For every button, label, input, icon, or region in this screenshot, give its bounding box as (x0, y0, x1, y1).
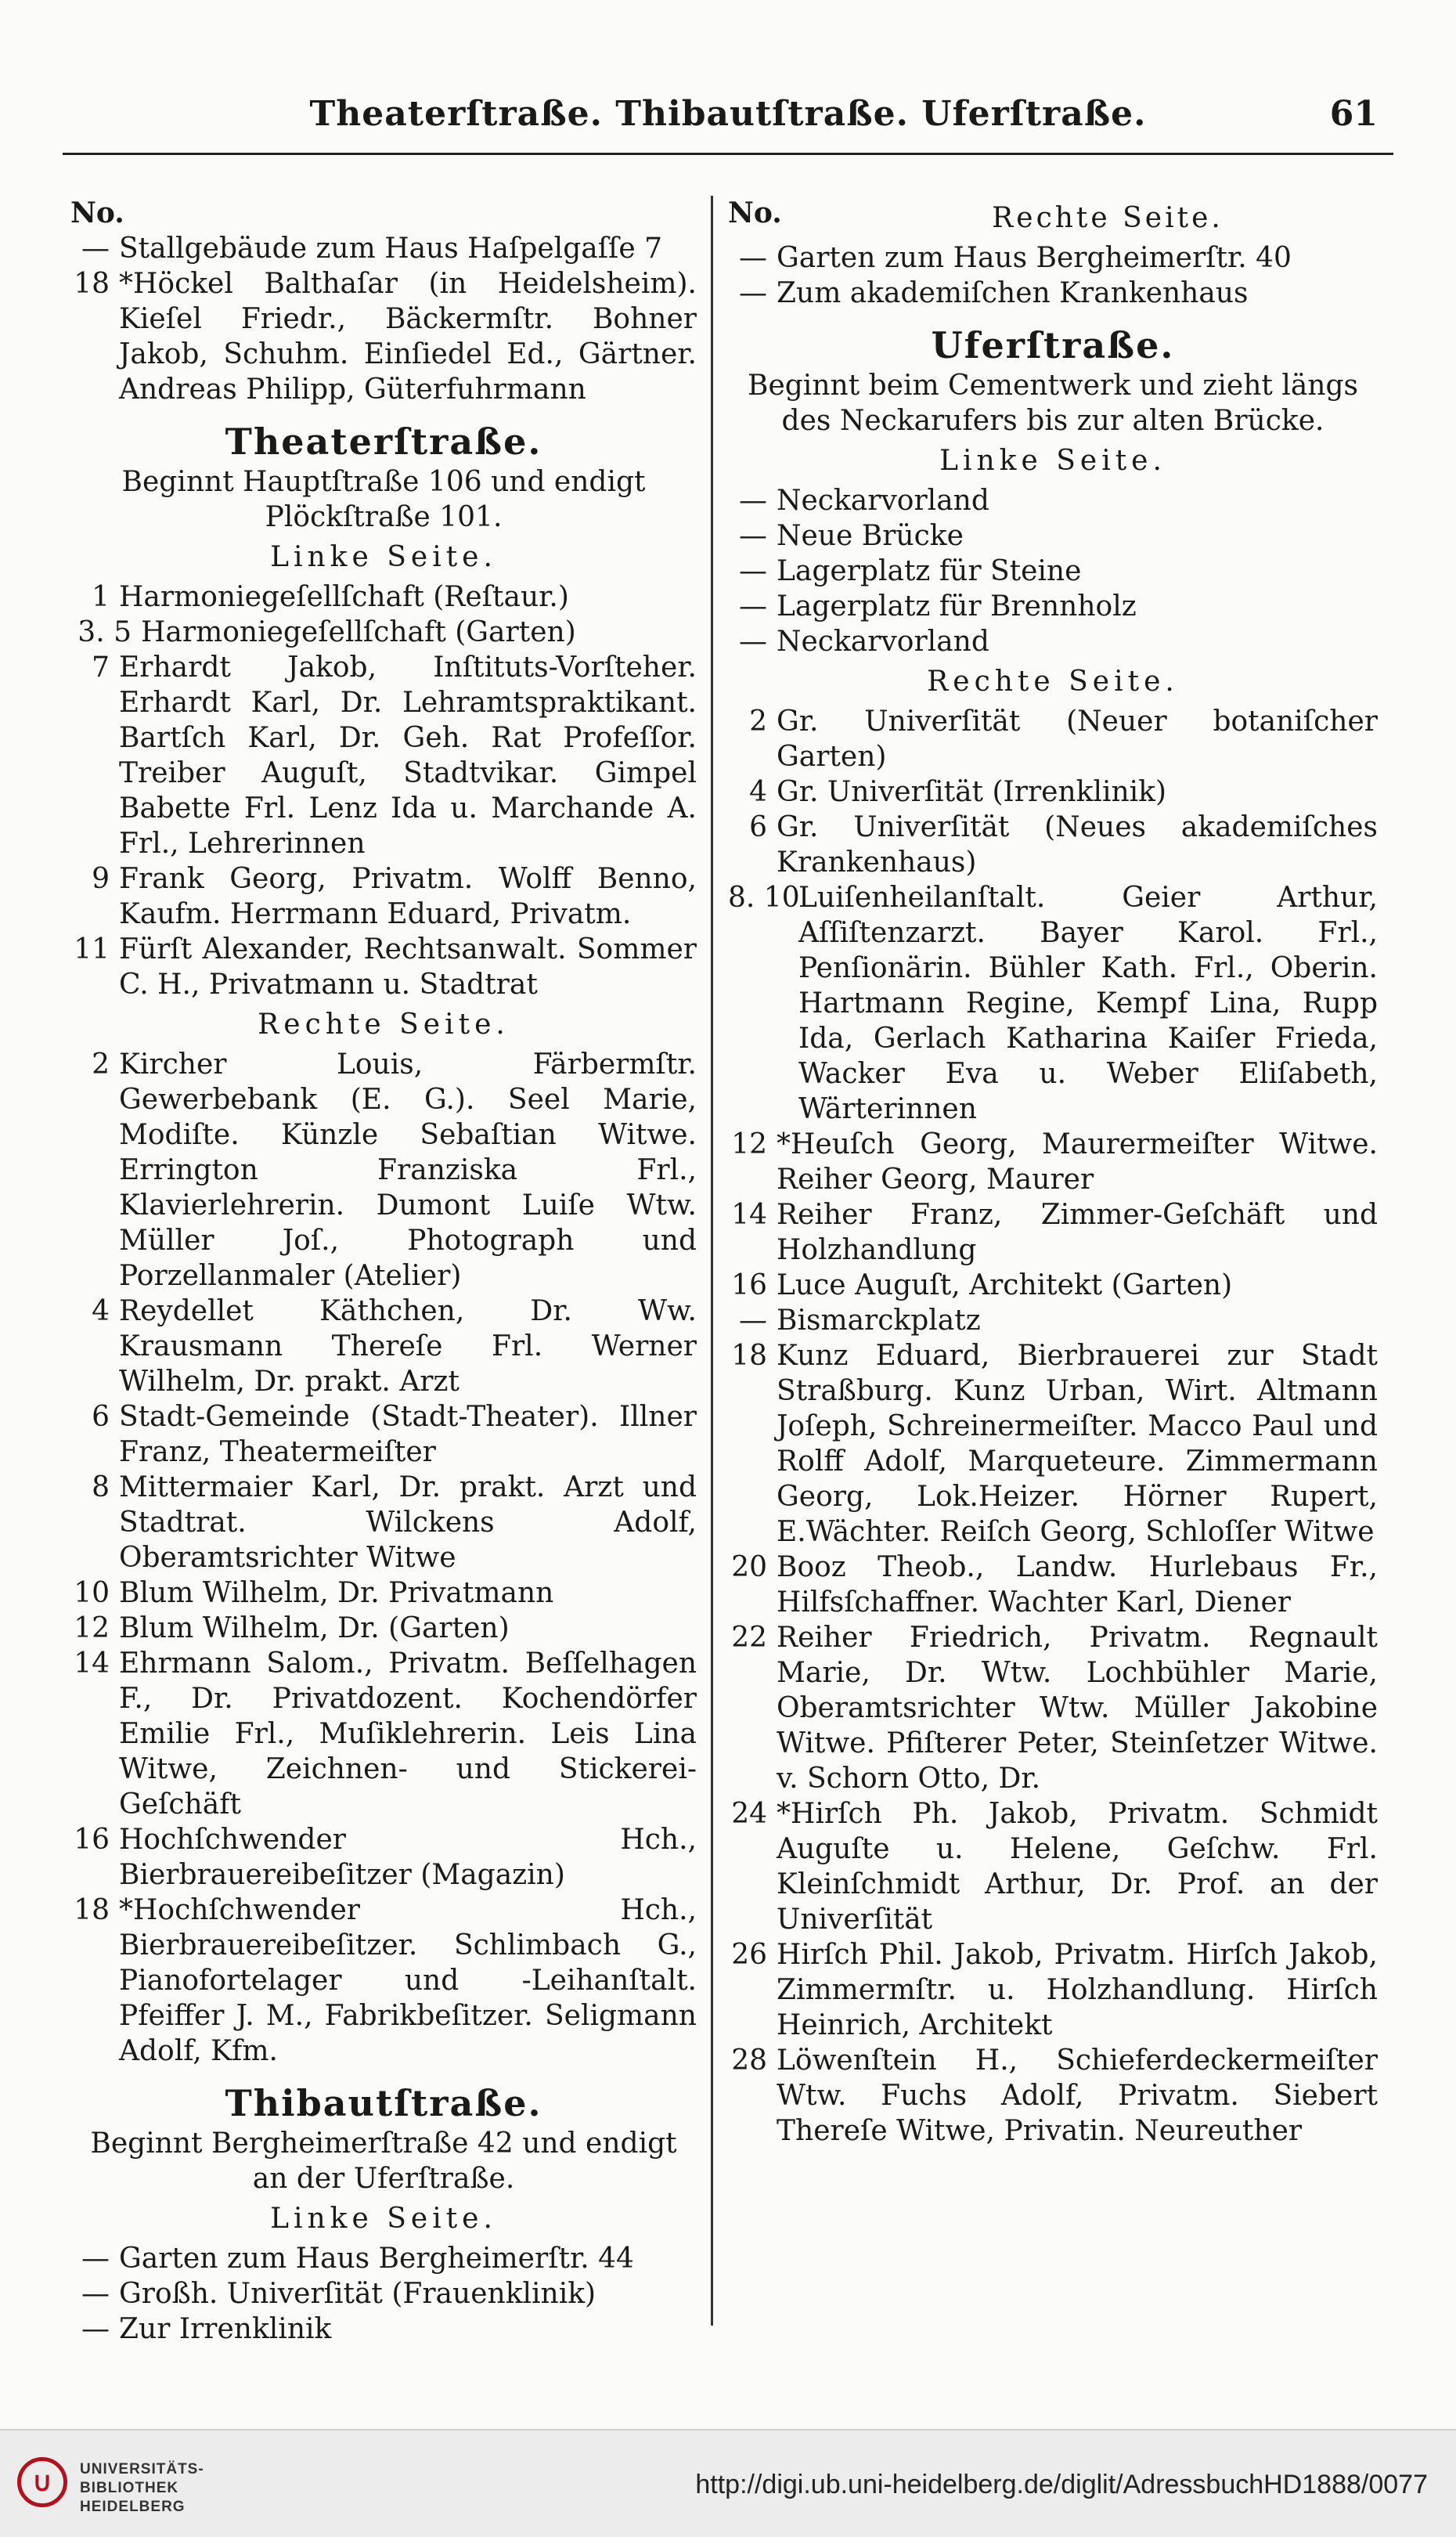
list-item (728, 1268, 1378, 1303)
entry-text: Fürſt Alexander, Rechtsanwalt. Sommer C. H., Privatmann u. Stadtrat (119, 933, 697, 1001)
side-heading-left: Linke Seite. (270, 541, 497, 573)
list-item (728, 240, 1378, 276)
list-item (70, 1399, 697, 1470)
entry-list (70, 231, 697, 407)
house-number: 14 (74, 1647, 110, 1680)
house-number: — (739, 1305, 767, 1337)
street-description: Beginnt Hauptſtraße 106 und endigt Plöckſtraße 101. (121, 466, 646, 533)
house-number: — (739, 485, 767, 517)
entry-text: Hirſch Phil. Jakob, Privatm. Hirſch Jakob, Zimmermſtr. u. Holzhandlung. Hirſch Heinrich, Architekt (777, 1939, 1378, 2041)
entry-text: Hochſchwender Hch., Bierbrauereibeſitzer (Magazin) (119, 1824, 697, 1891)
house-number: 12 (74, 1612, 110, 1644)
entry-text: Gr. Univerſität (Irrenklinik) (777, 776, 1167, 808)
entry-text: Blum Wilhelm, Dr. (Garten) (119, 1612, 510, 1644)
list-item (70, 2276, 697, 2311)
house-number: 26 (731, 1939, 767, 1971)
entry-list (728, 483, 1378, 659)
list-item (70, 1575, 697, 1611)
entry-text: Kunz Eduard, Bierbrauerei zur Stadt Straßburg. Kunz Urban, Wirt. Altmann Joſeph, Schreinermeiſter. Macco Paul und Rolff Adolf, Marqueteure. Zimmermann Georg, Lok.Heizer. Hörner Rupert, E.Wächter. Reiſch Georg, Schloſſer Witwe (777, 1340, 1378, 1548)
entry-text: Zum akademiſchen Krankenhaus (777, 277, 1249, 309)
list-item (70, 1646, 697, 1822)
house-number: 18 (731, 1340, 767, 1372)
library-name-line: UNIVERSITÄTS- (80, 2461, 204, 2477)
house-number: 8 (92, 1471, 110, 1503)
house-number: — (81, 2313, 110, 2345)
side-heading-left: Linke Seite. (939, 445, 1166, 477)
entry-text: Frank Georg, Privatm. Wolff Benno, Kaufm. Herrmann Eduard, Privatm. (119, 863, 697, 930)
entry-text: Erhardt Jakob, Inſtituts-Vorſteher. Erhardt Karl, Dr. Lehramtspraktikant. Bartſch Karl, Dr. Geh. Rat Profeſſor. Treiber Auguſt, Stadtvikar. Gimpel Babette Frl. Lenz Ida u. Marchande A. Frl., Lehrerinnen (119, 651, 697, 860)
street-description: Beginnt Bergheimerſtraße 42 und endigt an der Uferſtraße. (90, 2127, 677, 2195)
house-number: 11 (74, 933, 110, 965)
right-column-header (728, 196, 1378, 240)
permalink-url[interactable]: http://digi.ub.uni-heidelberg.de/diglit/AdressbuchHD1888/0077 (695, 2470, 1428, 2499)
entry-text: Garten zum Haus Bergheimerſtr. 44 (119, 2243, 634, 2275)
number-column-label: No. (70, 197, 124, 229)
entry-text: Reiher Franz, Zimmer-Geſchäft und Holzhandlung (777, 1199, 1378, 1266)
entry-text: Stallgebäude zum Haus Haſpelgaſſe 7 (119, 233, 663, 265)
list-item (70, 579, 697, 615)
entry-text: Gr. Univerſität (Neues akademiſches Krankenhaus) (777, 811, 1378, 879)
entry-text: Neckarvorland (777, 485, 989, 517)
house-number: — (739, 590, 767, 623)
list-item (728, 1620, 1378, 1796)
entry-text: Großh. Univerſität (Frauenklinik) (119, 2278, 596, 2310)
house-number: — (739, 242, 767, 274)
entry-text: Mittermaier Karl, Dr. prakt. Arzt und Stadtrat. Wilckens Adolf, Oberamtsrichter Witwe (119, 1471, 697, 1574)
entry-text: Lagerplatz für Brennholz (777, 590, 1137, 623)
list-item (728, 1197, 1378, 1268)
house-number: 24 (731, 1798, 767, 1830)
house-number: 22 (731, 1622, 767, 1654)
list-item (70, 932, 697, 1002)
house-number: 16 (74, 1824, 110, 1856)
page-number: 61 (1329, 94, 1378, 134)
entry-list (70, 579, 697, 1002)
house-number: 12 (731, 1128, 767, 1160)
list-item (70, 266, 697, 407)
entry-text: Neue Brücke (777, 520, 964, 552)
side-heading-right: Rechte Seite. (992, 202, 1224, 234)
house-number: 6 (92, 1401, 110, 1433)
house-number: 8. 10 (728, 882, 800, 914)
entry-list (728, 704, 1378, 2149)
list-item (728, 276, 1378, 311)
running-title: Theaterſtraße. Thibautſtraße. Uferſtraße. (309, 94, 1147, 134)
side-heading-left: Linke Seite. (270, 2203, 497, 2235)
house-number: — (81, 2243, 110, 2275)
house-number: 20 (731, 1551, 767, 1583)
entry-text: Neckarvorland (777, 626, 989, 658)
list-item (70, 1047, 697, 1294)
house-number: 14 (731, 1199, 767, 1231)
house-number: 9 (92, 863, 110, 895)
entry-text: Zur Irrenklinik (119, 2313, 332, 2345)
entry-list (728, 240, 1378, 311)
entry-text: Ehrmann Salom., Privatm. Beſſelhagen F., Dr. Privatdozent. Kochendörfer Emilie Frl., Muſiklehrerin. Leis Lina Witwe, Zeichnen- und Stickerei-Geſchäft (119, 1647, 697, 1821)
entry-text: Stadt-Gemeinde (Stadt-Theater). Illner Franz, Theatermeiſter (119, 1401, 697, 1468)
list-item (728, 1303, 1378, 1338)
list-item (728, 624, 1378, 659)
entry-text: Harmoniegeſellſchaft (Reſtaur.) (119, 581, 569, 613)
entry-text: Löwenſtein H., Schieferdeckermeiſter Wtw. Fuchs Adolf, Privatm. Siebert Thereſe Witwe, Privatin. Neureuther (777, 2044, 1378, 2147)
list-item (70, 1294, 697, 1399)
house-number: — (739, 277, 767, 309)
street-title-thibautstrasse: Thibautſtraße. (225, 2082, 542, 2124)
list-item (728, 1127, 1378, 1197)
list-item (70, 615, 697, 650)
house-number: — (81, 2278, 110, 2310)
library-name-line: BIBLIOTHEK (80, 2480, 179, 2496)
list-item (728, 1550, 1378, 1620)
street-title-uferstrasse: Uferſtraße. (931, 324, 1175, 366)
entry-text: Booz Theob., Landw. Hurlebaus Fr., Hilfsſchaffner. Wachter Karl, Diener (777, 1551, 1378, 1619)
library-name-line: HEIDELBERG (80, 2499, 186, 2515)
entry-text: Gr. Univerſität (Neuer botaniſcher Garten) (777, 706, 1378, 773)
list-item (728, 554, 1378, 589)
entry-list (70, 1047, 697, 2069)
list-item (728, 518, 1378, 554)
list-item (70, 650, 697, 861)
list-item (728, 2043, 1378, 2149)
entry-text: Luce Auguſt, Architekt (Garten) (777, 1269, 1233, 1301)
house-number: 1 (92, 581, 110, 613)
list-item (70, 1611, 697, 1646)
house-number: 4 (749, 776, 767, 808)
side-heading-right: Rechte Seite. (258, 1009, 510, 1041)
ub-heidelberg-logo-icon: ∪ (17, 2457, 67, 2507)
entry-text: Harmoniegeſellſchaft (Garten) (141, 616, 576, 648)
library-footer (0, 2429, 1456, 2537)
house-number: — (81, 233, 110, 265)
house-number: — (739, 520, 767, 552)
entry-text: *Hochſchwender Hch., Bierbrauereibeſitzer. Schlimbach G., Pianofortelager und -Leihanſtalt. Pfeiffer J. M., Fabrikbeſitzer. Seligmann Adolf, Kfm. (119, 1894, 697, 2067)
house-number: — (739, 555, 767, 587)
list-item (728, 704, 1378, 774)
house-number: 16 (731, 1269, 767, 1301)
entry-text: *Heuſch Georg, Maurermeiſter Witwe. Reiher Georg, Maurer (777, 1128, 1378, 1196)
list-item (70, 2311, 697, 2347)
list-item (70, 1893, 697, 2069)
entry-text: Kircher Louis, Färbermſtr. Gewerbebank (E. G.). Seel Marie, Modiſte. Künzle Sebaſtian Witwe. Errington Franziska Frl., Klavierlehrerin. Dumont Luiſe Wtw. Müller Joſ., Photograph und Porzellanmaler (Atelier) (119, 1048, 697, 1292)
list-item (70, 1470, 697, 1575)
street-description: Beginnt beim Cementwerk und zieht längs des Neckarufers bis zur alten Brücke. (748, 370, 1358, 437)
list-item (728, 880, 1378, 1127)
header-rule (63, 153, 1393, 155)
number-column-label: No. (728, 197, 782, 229)
house-number: 2 (92, 1048, 110, 1081)
entry-text: Lagerplatz für Steine (777, 555, 1082, 587)
house-number: 2 (749, 706, 767, 738)
list-item (70, 231, 697, 266)
entry-text: Reydellet Käthchen, Dr. Ww. Krausmann Thereſe Frl. Werner Wilhelm, Dr. prakt. Arzt (119, 1295, 697, 1398)
house-number: 7 (92, 651, 110, 684)
list-item (728, 810, 1378, 880)
house-number: 28 (731, 2044, 767, 2077)
list-item (728, 589, 1378, 624)
list-item (70, 2241, 697, 2276)
entry-text: Garten zum Haus Bergheimerſtr. 40 (777, 242, 1292, 274)
list-item (728, 483, 1378, 518)
entry-text: *Hirſch Ph. Jakob, Privatm. Schmidt Auguſte u. Helene, Geſchw. Frl. Kleinſchmidt Arthur, Dr. Prof. an der Univerſität (777, 1798, 1378, 1936)
list-item (70, 861, 697, 932)
entry-text: Reiher Friedrich, Privatm. Regnault Marie, Dr. Wtw. Lochbühler Marie, Oberamtsrichter Wtw. Müller Jakobine Witwe. Pfiſterer Peter, Steinſetzer Witwe. v. Schorn Otto, Dr. (777, 1622, 1378, 1795)
entry-text: *Höckel Balthaſar (in Heidelsheim). Kieſel Friedr., Bäckermſtr. Bohner Jakob, Schuhm. Einſiedel Ed., Gärtner. Andreas Philipp, Güterfuhrmann (119, 268, 697, 406)
entry-text: Luiſenheilanſtalt. Geier Arthur, Aſſiſtenzarzt. Bayer Karol. Frl., Penſionärin. Bühler Kath. Frl., Oberin. Hartmann Regine, Kempf Lina, Rupp Ida, Gerlach Katharina Kaiſer Frieda, Wacker Eva u. Weber Eliſabeth, Wärterinnen (798, 882, 1378, 1125)
house-number: — (739, 626, 767, 658)
entry-list (70, 2241, 697, 2347)
house-number: 10 (74, 1577, 110, 1609)
house-number: 4 (92, 1295, 110, 1327)
street-title-theaterstrasse: Theaterſtraße. (225, 420, 542, 463)
list-item (728, 1796, 1378, 1937)
column-divider (711, 196, 713, 2326)
list-item (728, 1937, 1378, 2043)
side-heading-right: Rechte Seite. (927, 666, 1179, 698)
library-name (80, 2460, 204, 2517)
list-item (70, 1822, 697, 1893)
house-number: 18 (74, 268, 110, 300)
house-number: 6 (749, 811, 767, 843)
right-column (728, 196, 1378, 2149)
entry-text: Blum Wilhelm, Dr. Privatmann (119, 1577, 554, 1609)
house-number: 18 (74, 1894, 110, 1926)
list-item (728, 774, 1378, 810)
house-number: 3. 5 (77, 616, 132, 648)
left-column (70, 196, 697, 2347)
list-item (728, 1338, 1378, 1550)
entry-text: Bismarckplatz (777, 1305, 981, 1337)
